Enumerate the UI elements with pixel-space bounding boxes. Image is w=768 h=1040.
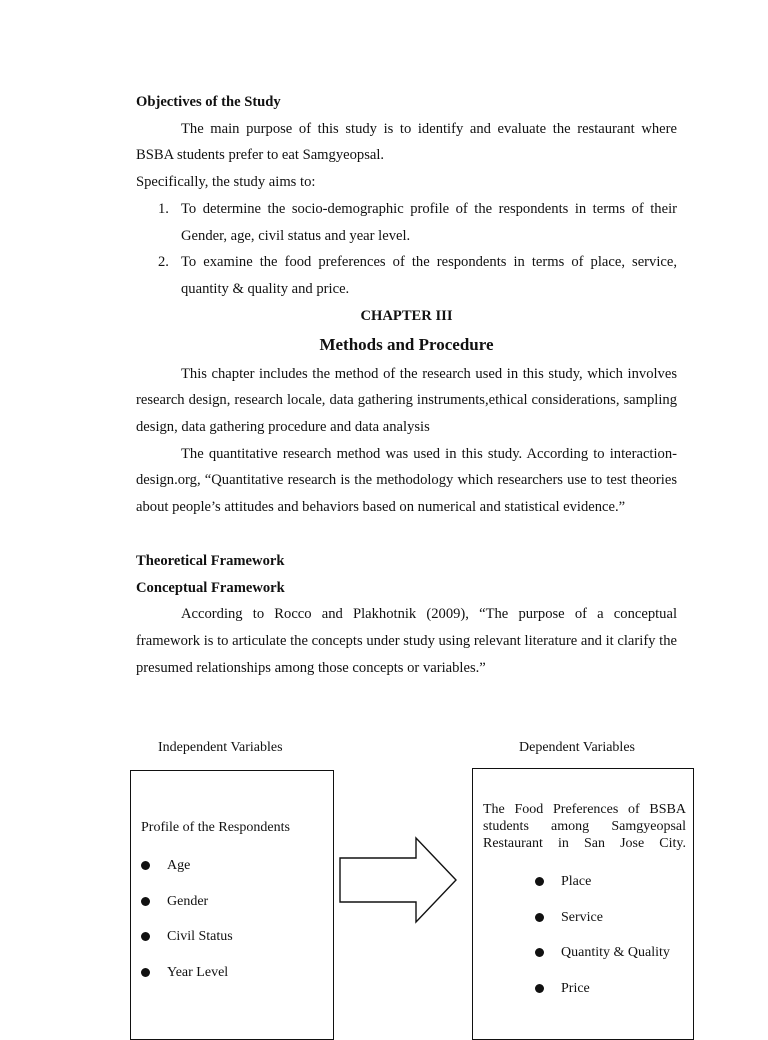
dependent-variables-label: Dependent Variables (519, 740, 635, 755)
list-item-text: Age (167, 858, 191, 873)
section-spacer (136, 521, 677, 548)
chapter-title: Methods and Procedure (319, 334, 494, 354)
conceptual-framework-heading: Conceptual Framework (136, 579, 285, 596)
objective-text: To examine the food preferences of the respondents in terms of place, service, quantity & quality and price. (181, 254, 677, 297)
independent-box-title: Profile of the Respondents (141, 820, 290, 835)
list-item-text: Service (561, 909, 603, 925)
list-item-text: Price (561, 981, 590, 997)
objective-text: To determine the socio-demographic profile of the respondents in terms of their Gender, age, civil status and year level. (181, 200, 677, 244)
list-item-text: Civil Status (167, 929, 233, 945)
bullet-icon (535, 948, 544, 957)
chapter-label: CHAPTER III (360, 307, 453, 324)
theoretical-framework-heading: Theoretical Framework (136, 552, 285, 569)
objectives-heading: Objectives of the Study (136, 94, 281, 110)
quantitative-method-paragraph: The quantitative research method was used in this study. According to interaction-design.org, “Quantitative research is the methodology which researchers use to test theories about people’s attitudes and behaviors based on numerical and statistical evidence.” (136, 445, 677, 516)
list-item-text: Quantity & Quality (561, 945, 670, 961)
bullet-icon (535, 913, 544, 922)
bullet-icon (535, 877, 544, 886)
bullet-icon (141, 861, 150, 870)
independent-variables-label: Independent Variables (158, 740, 283, 755)
aims-intro: Specifically, the study aims to: (136, 174, 316, 191)
list-item-text: Place (561, 874, 592, 889)
objective-item (136, 249, 677, 302)
bullet-icon (141, 897, 150, 906)
objectives-purpose-paragraph: The main purpose of this study is to identify and evaluate the restaurant where BSBA students prefer to eat Samgyeopsal. (136, 120, 677, 164)
bullet-icon (535, 984, 544, 993)
independent-variables-box (130, 770, 334, 1040)
objective-item (136, 196, 677, 249)
conceptual-framework-paragraph: According to Rocco and Plakhotnik (2009), “The purpose of a conceptual framework is to articulate the concepts under study using relevant literature and it clarify the presumed relationships among those concepts or variables.” (136, 606, 677, 676)
objectives-list (136, 196, 677, 303)
dependent-variables-box (472, 768, 694, 1040)
chapter-intro-paragraph: This chapter includes the method of the research used in this study, which involves research design, research locale, data gathering instruments,ethical considerations, sampling design, data gathering procedure and data analysis (136, 365, 677, 436)
bullet-icon (141, 932, 150, 941)
right-arrow-icon (338, 836, 460, 928)
objective-number: 1. (158, 200, 169, 217)
document-body (136, 89, 677, 681)
dependent-box-title: The Food Preferences of BSBA students among Samgyeopsal Restaurant in San Jose City. (483, 802, 686, 851)
list-item-text: Year Level (167, 965, 229, 981)
objective-number: 2. (158, 254, 169, 271)
bullet-icon (141, 968, 150, 977)
list-item-text: Gender (167, 893, 209, 909)
